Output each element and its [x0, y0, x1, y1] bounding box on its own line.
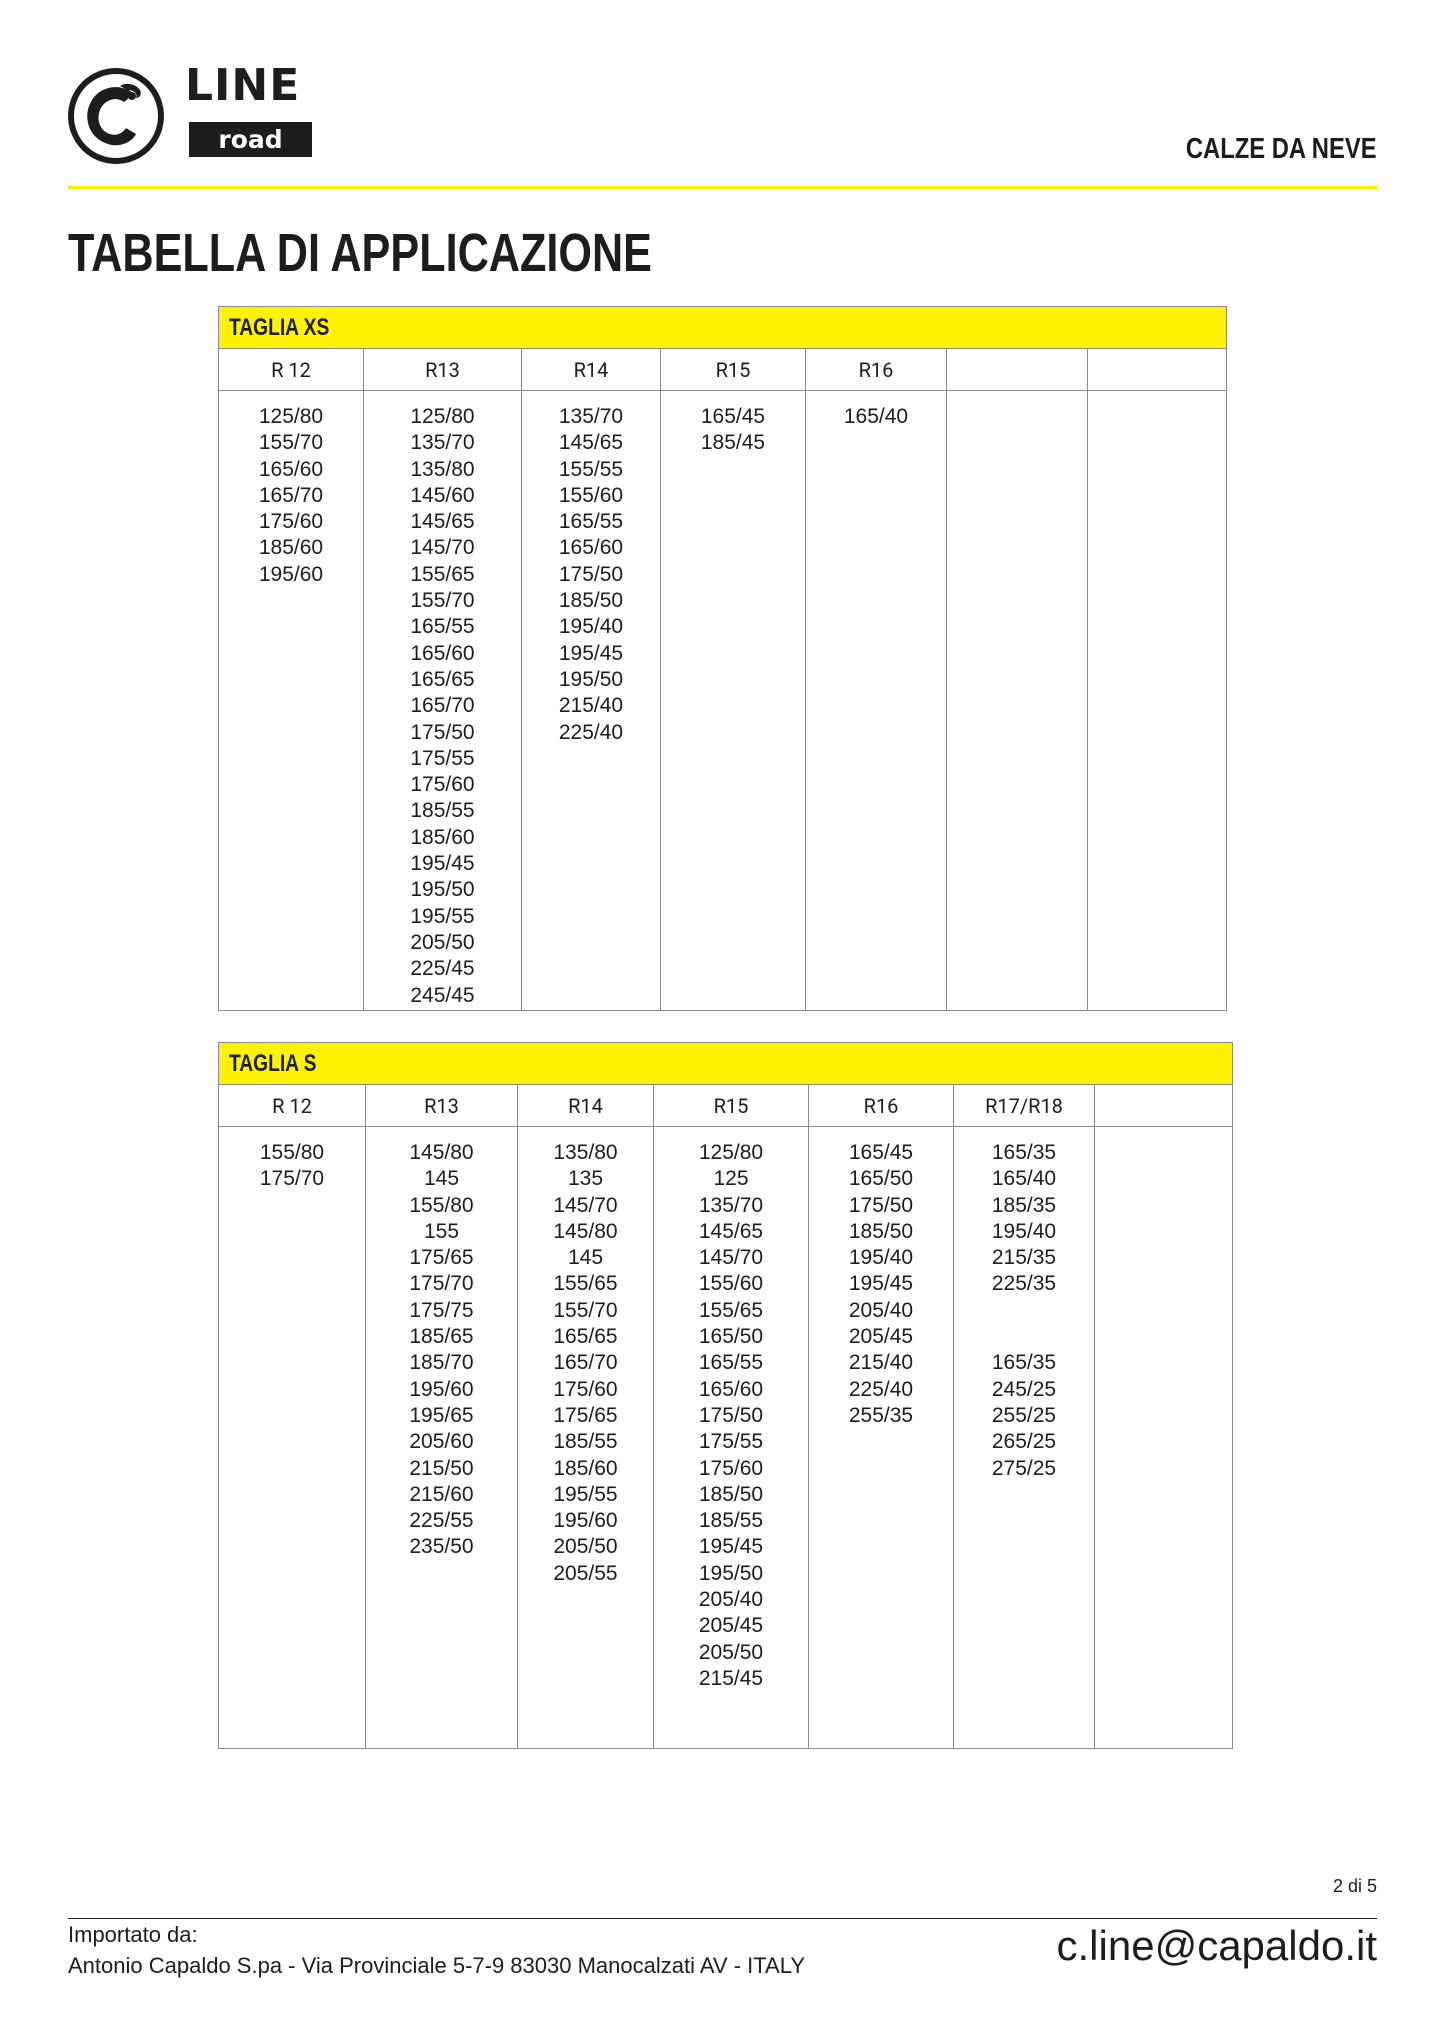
tire-size: 145/65	[410, 510, 475, 534]
tire-size: 155	[423, 1219, 460, 1243]
size-list-cell	[364, 391, 522, 1011]
brand-logo	[68, 60, 318, 174]
tire-size: 205/50	[410, 930, 475, 954]
tire-size: 185/70	[409, 1351, 474, 1375]
header-divider	[68, 186, 1377, 189]
tire-size: 145/65	[558, 431, 624, 455]
tire-size: 135	[567, 1167, 604, 1191]
tire-size: 205/45	[698, 1614, 764, 1638]
tire-size: 155/70	[258, 431, 324, 455]
tire-size: 165/45	[848, 1141, 914, 1164]
tire-size: 255/25	[991, 1403, 1057, 1427]
size-table-xs	[218, 306, 1227, 1011]
tire-size: 225/40	[558, 720, 624, 744]
tire-size: 175/65	[409, 1246, 474, 1270]
size-list-row	[219, 1127, 1233, 1749]
tire-size: 155/80	[409, 1193, 474, 1217]
size-list-cell	[809, 1127, 954, 1749]
tire-size: 165/55	[410, 615, 475, 639]
column-header-row	[219, 349, 1227, 391]
tire-size: 135/80	[553, 1141, 618, 1164]
logo-wordmark: LINE	[185, 60, 301, 111]
column-header	[1088, 349, 1227, 391]
tire-size: 195/40	[558, 615, 624, 639]
tire-size: 175/70	[259, 1167, 325, 1191]
column-header: R17/R18	[954, 1085, 1095, 1127]
tire-size: 165/70	[258, 483, 324, 507]
tire-size: 185/55	[553, 1430, 618, 1454]
tire-size: 205/55	[553, 1561, 618, 1585]
tire-size: 175/55	[698, 1430, 764, 1454]
tire-size: 195/45	[558, 641, 624, 665]
size-list-cell	[1088, 391, 1227, 1011]
size-list-cell	[654, 1127, 809, 1749]
size-table-s	[218, 1042, 1233, 1749]
rooster-c-icon	[76, 76, 156, 156]
tire-size	[954, 1324, 1094, 1350]
size-list-cell	[954, 1127, 1095, 1749]
tire-size: 195/55	[410, 904, 475, 928]
tire-size: 185/45	[700, 431, 766, 455]
size-list-cell	[661, 391, 806, 1011]
tire-size: 165/70	[553, 1351, 618, 1375]
tire-size: 165/35	[991, 1141, 1057, 1164]
tire-size: 185/55	[410, 799, 475, 823]
tire-size: 185/35	[991, 1193, 1057, 1217]
table-band: TAGLIA S	[219, 1043, 1233, 1085]
tire-size: 175/60	[258, 510, 324, 534]
tire-size: 205/40	[698, 1588, 764, 1612]
tire-size: 165/50	[848, 1167, 914, 1191]
tire-size: 245/45	[410, 983, 475, 1007]
tire-size: 185/50	[848, 1219, 914, 1243]
tire-size	[954, 1298, 1094, 1324]
tire-size: 165/50	[698, 1325, 764, 1349]
tire-size: 205/50	[698, 1640, 764, 1664]
column-header: R 12	[219, 349, 364, 391]
tire-size: 155/70	[410, 589, 475, 613]
tire-size: 165/35	[991, 1351, 1057, 1375]
tire-size: 145/60	[410, 483, 475, 507]
tire-size: 175/60	[553, 1377, 618, 1401]
logo-emblem-icon	[68, 68, 164, 164]
tire-size: 205/50	[553, 1535, 618, 1559]
tire-size: 185/60	[410, 825, 475, 849]
column-header: R16	[809, 1085, 954, 1127]
tire-size: 225/35	[991, 1272, 1057, 1296]
tire-size: 185/60	[258, 536, 324, 560]
tire-size: 155/60	[558, 483, 624, 507]
tire-size: 195/45	[848, 1272, 914, 1296]
tire-size: 185/60	[553, 1456, 618, 1480]
tire-size: 235/50	[409, 1535, 474, 1559]
tire-size: 245/25	[991, 1377, 1057, 1401]
size-list-cell	[518, 1127, 654, 1749]
size-list-cell	[219, 1127, 366, 1749]
tire-size: 125/80	[410, 405, 475, 428]
tire-size: 225/55	[409, 1509, 474, 1533]
tire-size: 185/65	[409, 1325, 474, 1349]
column-header: R13	[364, 349, 522, 391]
tire-size: 195/45	[698, 1535, 764, 1559]
logo-subline: road	[189, 122, 312, 157]
column-header: R15	[661, 349, 806, 391]
tire-size: 145/70	[698, 1246, 764, 1270]
tire-size: 225/45	[410, 957, 475, 981]
tire-size: 225/40	[848, 1377, 914, 1401]
column-header: R14	[518, 1085, 654, 1127]
tire-size: 205/60	[409, 1430, 474, 1454]
size-list-cell	[806, 391, 947, 1011]
size-list-cell	[219, 391, 364, 1011]
tire-size: 165/60	[698, 1377, 764, 1401]
tire-size: 195/60	[553, 1509, 618, 1533]
tire-size: 165/45	[700, 405, 766, 428]
tire-size: 125/80	[258, 405, 324, 428]
tire-size: 175/60	[698, 1456, 764, 1480]
tire-size: 215/50	[409, 1456, 474, 1480]
tire-size: 195/50	[410, 878, 475, 902]
tire-size: 195/40	[991, 1219, 1057, 1243]
tire-size: 175/55	[410, 746, 475, 770]
tire-size: 155/80	[259, 1141, 325, 1164]
tire-size: 215/60	[409, 1482, 474, 1506]
tire-size: 145/65	[698, 1219, 764, 1243]
tire-size: 155/65	[410, 562, 475, 586]
tire-size: 195/55	[553, 1482, 618, 1506]
document-category: CALZE DA NEVE	[1186, 133, 1377, 165]
tire-size: 255/35	[848, 1403, 914, 1427]
size-list-cell	[1095, 1127, 1233, 1749]
tire-size: 185/55	[698, 1509, 764, 1533]
tire-size: 155/55	[558, 457, 624, 481]
tire-size: 135/80	[410, 457, 475, 481]
tire-size: 165/40	[843, 405, 909, 428]
tire-size: 195/50	[698, 1561, 764, 1585]
tire-size: 145/80	[553, 1219, 618, 1243]
tire-size: 145/70	[410, 536, 475, 560]
tire-size: 165/65	[553, 1325, 618, 1349]
footer-divider	[68, 1918, 1377, 1919]
page-number: 2 di 5	[1332, 1876, 1377, 1896]
tire-size: 165/70	[410, 694, 475, 718]
tire-size: 125/80	[698, 1141, 764, 1164]
table-band: TAGLIA XS	[219, 307, 1227, 349]
tire-size: 155/65	[698, 1298, 764, 1322]
tire-size: 165/40	[991, 1167, 1057, 1191]
tire-size: 135/70	[558, 405, 624, 428]
tire-size: 195/65	[409, 1403, 474, 1427]
importer-address: Antonio Capaldo S.pa - Via Provinciale 5-7-9 83030 Manocalzati AV - ITALY	[68, 1953, 806, 1978]
tire-size: 165/65	[410, 667, 475, 691]
tire-size: 165/60	[558, 536, 624, 560]
tire-size: 165/60	[410, 641, 475, 665]
importer-label: Importato da:	[68, 1922, 198, 1947]
tire-size: 205/40	[848, 1298, 914, 1322]
tire-size: 185/50	[558, 589, 624, 613]
tire-size: 185/50	[698, 1482, 764, 1506]
tire-size: 215/45	[698, 1666, 764, 1690]
tire-size: 125	[713, 1167, 749, 1191]
tire-size: 195/60	[409, 1377, 474, 1401]
tire-size: 195/50	[558, 667, 624, 691]
column-header: R 12	[219, 1085, 366, 1127]
tire-size: 265/25	[991, 1430, 1057, 1454]
tire-size: 195/40	[848, 1246, 914, 1270]
page-title: TABELLA DI APPLICAZIONE	[68, 223, 652, 283]
tire-size: 145	[423, 1167, 460, 1191]
tire-size: 155/65	[553, 1272, 618, 1296]
tire-size: 205/45	[848, 1325, 914, 1349]
tire-size: 215/40	[558, 694, 624, 718]
tire-size: 175/70	[409, 1272, 474, 1296]
column-header	[947, 349, 1088, 391]
tire-size: 195/45	[410, 852, 475, 876]
tire-size: 215/35	[991, 1246, 1057, 1270]
tire-size: 145/80	[409, 1141, 474, 1164]
tire-size: 275/25	[991, 1456, 1057, 1480]
tire-size: 215/40	[848, 1351, 914, 1375]
tire-size: 145/70	[553, 1193, 618, 1217]
column-header-row	[219, 1085, 1233, 1127]
size-list-row	[219, 391, 1227, 1011]
tire-size: 175/65	[553, 1403, 618, 1427]
contact-email: c.line@capaldo.it	[1056, 1922, 1377, 1969]
tire-size: 155/60	[698, 1272, 764, 1296]
column-header: R16	[806, 349, 947, 391]
size-list-cell	[366, 1127, 518, 1749]
tire-size: 175/50	[698, 1403, 764, 1427]
column-header: R15	[654, 1085, 809, 1127]
tire-size: 175/50	[848, 1193, 914, 1217]
column-header: R14	[522, 349, 661, 391]
tire-size: 145	[567, 1246, 604, 1270]
column-header: R13	[366, 1085, 518, 1127]
tire-size: 175/75	[409, 1298, 474, 1322]
tire-size: 155/70	[553, 1298, 618, 1322]
tire-size: 165/55	[558, 510, 624, 534]
tire-size: 135/70	[698, 1193, 764, 1217]
tire-size: 175/50	[410, 720, 475, 744]
column-header	[1095, 1085, 1233, 1127]
tire-size: 175/60	[410, 773, 475, 797]
size-list-cell	[947, 391, 1088, 1011]
tire-size: 165/55	[698, 1351, 764, 1375]
tire-size: 135/70	[410, 431, 475, 455]
size-list-cell	[522, 391, 661, 1011]
tire-size: 195/60	[258, 562, 324, 586]
tire-size: 175/50	[558, 562, 624, 586]
tire-size: 165/60	[258, 457, 324, 481]
